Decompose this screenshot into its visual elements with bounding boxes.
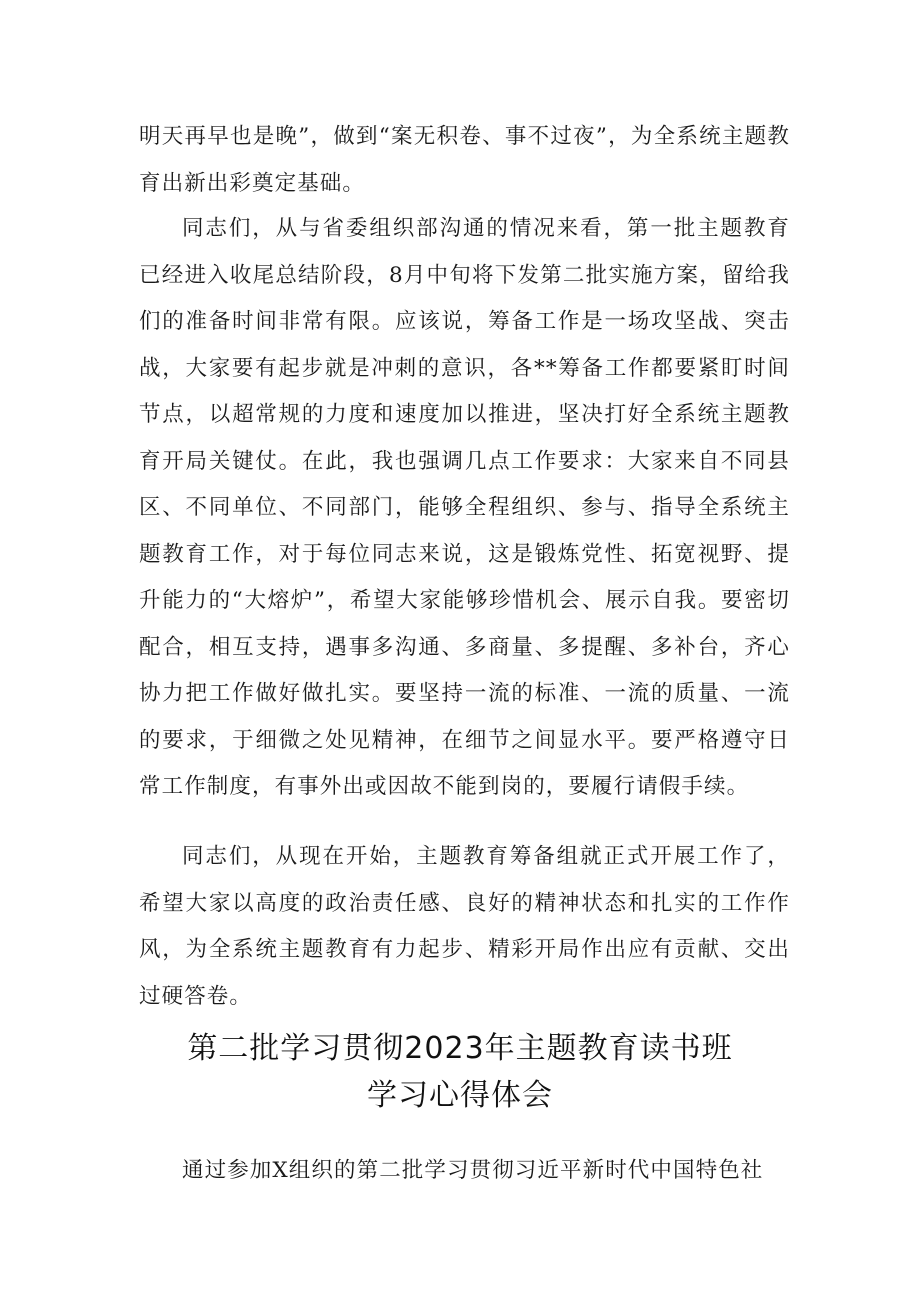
body-paragraph-closing-remarks: 同志们，从现在开始，主题教育筹备组就正式开展工作了，希望大家以高度的政治责任感、良好的精神状态和扎实的工作作风，为全系统主题教育有力起步、精彩开局作出应有贡献、交出过硬答卷。: [139, 844, 790, 1009]
article-title-line-1: 第二批学习贯彻2023年主题教育读书班: [187, 1031, 733, 1066]
article-title-line-2: 学习心得体会: [367, 1078, 553, 1113]
continued-paragraph: 明天再早也是晚”，做到“案无积卷、事不过夜”，为全系统主题教育出新出彩奠定基础。: [139, 124, 790, 196]
article-opening-paragraph: 通过参加X组织的第二批学习贯彻习近平新时代中国特色社: [182, 1158, 764, 1183]
body-paragraph-preparation-requirements: 同志们，从与省委组织部沟通的情况来看，第一批主题教育已经进入收尾总结阶段，8月中旬将下发第二批实施方案，留给我们的准备时间非常有限。应该说，筹备工作是一场攻坚战、突击战，大家要有起步就是冲刺的意识，各**筹备工作都要紧盯时间节点，以超常规的力度和速度加以推进，坚决打好全系统主题教育开局关键仗。在此，我也强调几点工作要求：大家来自不同县区、不同单位、不同部门，能够全程组织、参与、指导全系统主题教育工作，对于每位同志来说，这是锻炼党性、拓宽视野、提升能力的“大熔炉”，希望大家能够珍惜机会、展示自我。要密切配合，相互支持，遇事多沟通、多商量、多提醒、多补台，齐心协力把工作做好做扎实。要坚持一流的标准、一流的质量、一流的要求，于细微之处见精神，在细节之间显水平。要严格遵守日常工作制度，有事外出或因故不能到岗的，要履行请假手续。: [139, 216, 790, 799]
